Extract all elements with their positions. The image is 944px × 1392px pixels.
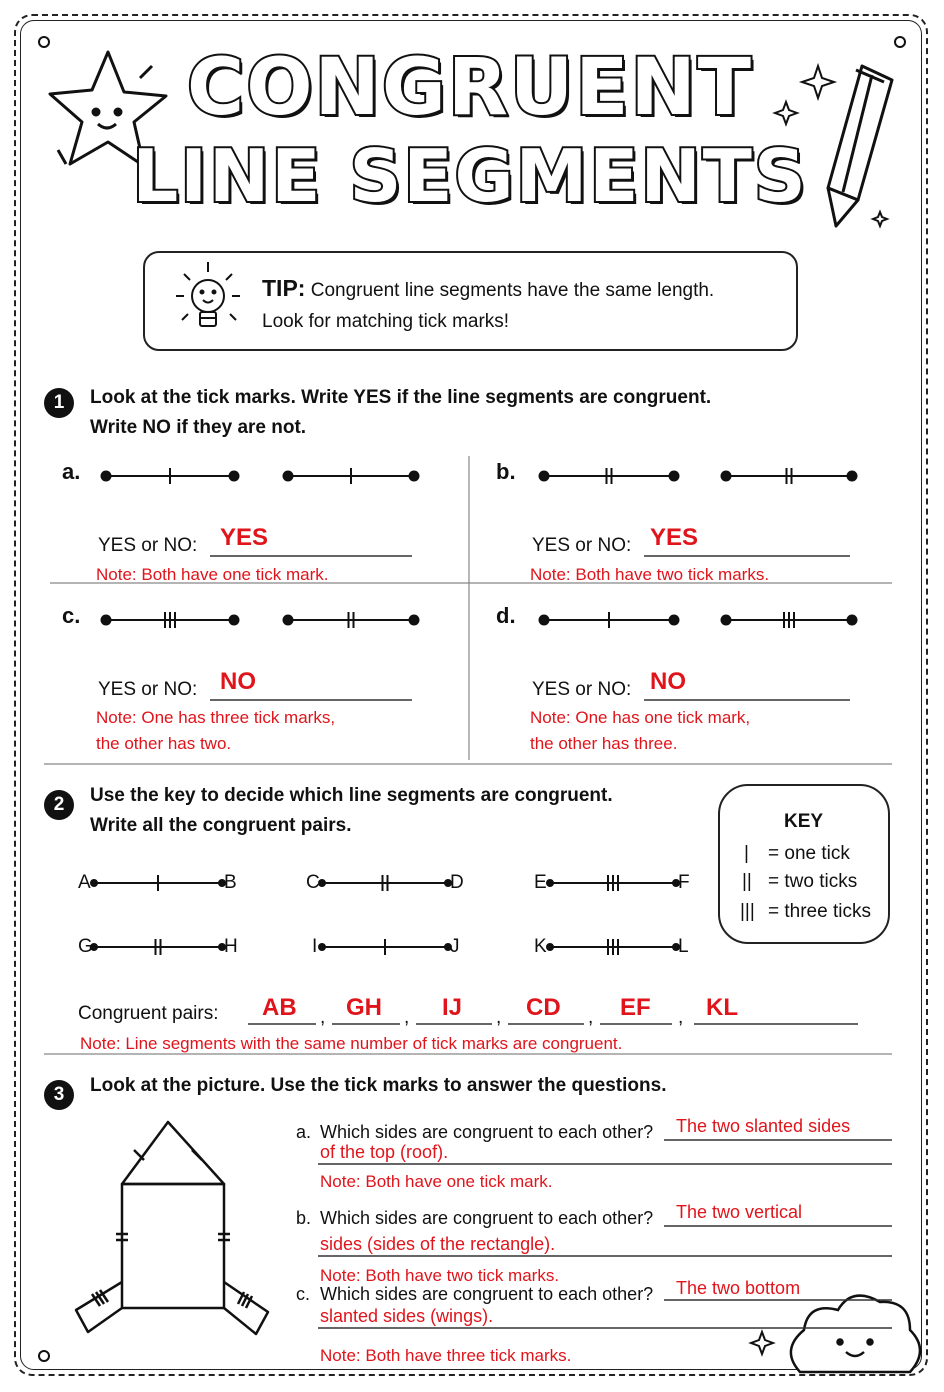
segment-d-2 <box>722 612 857 628</box>
question-a-text: Which sides are congruent to each other? <box>320 1122 654 1142</box>
question-c-answer-2: slanted sides (wings). <box>320 1306 494 1326</box>
item-b-note: Note: Both have two tick marks. <box>530 565 770 584</box>
segment-a-2 <box>284 468 419 484</box>
key-row-2: = two ticks <box>768 871 858 892</box>
title-line-1: CONGRUENT <box>186 43 754 133</box>
point-label-k: K <box>534 936 547 957</box>
pair-separator: , <box>404 1007 410 1028</box>
key-symbol-1: | <box>744 843 749 864</box>
point-label-f: F <box>678 872 690 893</box>
tip-label: TIP: <box>262 275 306 301</box>
section-3-number: 3 <box>44 1080 74 1110</box>
pencil-icon <box>828 66 892 226</box>
point-label-h: H <box>224 936 238 957</box>
title-line-2: LINE SEGMENTS <box>132 134 808 218</box>
point-label-i: I <box>312 936 318 957</box>
question-c-letter: c. <box>296 1284 311 1304</box>
cloud-icon <box>791 1296 920 1372</box>
pair-1: AB <box>262 994 297 1021</box>
rocket-figure <box>76 1122 268 1334</box>
key-symbol-2: || <box>742 871 752 892</box>
item-b-letter: b. <box>496 459 516 484</box>
tip-text-1 <box>262 276 714 303</box>
segment-a-1 <box>102 468 239 484</box>
question-b-text: Which sides are congruent to each other? <box>320 1208 654 1228</box>
segment-kl <box>547 939 679 955</box>
item-c-letter: c. <box>62 603 81 628</box>
section-2-instructions-2: Write all the congruent pairs. <box>90 815 352 836</box>
section-3-instructions: Look at the picture. Use the tick marks to answer the questions. <box>90 1075 667 1096</box>
segment-gh <box>91 939 225 955</box>
pair-4: CD <box>526 994 561 1021</box>
point-label-j: J <box>450 936 460 957</box>
question-c-note: Note: Both have three tick marks. <box>320 1346 572 1365</box>
point-label-c: C <box>306 872 320 893</box>
segment-ef <box>547 875 679 891</box>
question-a-answer-2: of the top (roof). <box>320 1142 449 1162</box>
key-row-1: = one tick <box>768 843 850 864</box>
question-a-note: Note: Both have one tick mark. <box>320 1172 553 1191</box>
pair-separator: , <box>496 1007 502 1028</box>
section-2-number: 2 <box>44 790 74 820</box>
segment-cd <box>319 875 451 891</box>
item-a-letter: a. <box>62 459 81 484</box>
question-a-answer-1: The two slanted sides <box>676 1116 851 1136</box>
item-a-prompt: YES or NO: <box>98 535 198 556</box>
item-a-answer: YES <box>220 524 269 551</box>
point-label-g: G <box>78 936 93 957</box>
pair-5: EF <box>620 994 651 1021</box>
key-symbol-3: ||| <box>740 901 755 922</box>
tip-line-2: Look for matching tick marks! <box>262 311 510 332</box>
question-b-letter: b. <box>296 1208 312 1228</box>
point-label-e: E <box>534 872 547 893</box>
key-title: KEY <box>784 811 824 832</box>
point-label-d: D <box>450 872 464 893</box>
item-c-answer: NO <box>220 668 256 695</box>
tip-line-1: Congruent line segments have the same length. <box>310 280 715 301</box>
pair-separator: , <box>588 1007 594 1028</box>
item-c-prompt: YES or NO: <box>98 679 198 700</box>
section-1-instructions-1: Look at the tick marks. Write YES if the line segments are congruent. <box>90 387 712 408</box>
key-row-3: = three ticks <box>768 901 871 922</box>
item-d-prompt: YES or NO: <box>532 679 632 700</box>
segment-b-2 <box>722 468 857 484</box>
point-label-a: A <box>78 872 91 893</box>
question-a-letter: a. <box>296 1122 312 1142</box>
item-b-prompt: YES or NO: <box>532 535 632 556</box>
point-label-l: L <box>678 936 689 957</box>
question-c-text: Which sides are congruent to each other? <box>320 1284 654 1304</box>
segment-d-1 <box>540 612 679 628</box>
section-2-note: Note: Line segments with the same number of tick marks are congruent. <box>80 1034 623 1053</box>
question-b-note: Note: Both have two tick marks. <box>320 1266 560 1285</box>
pair-2: GH <box>346 994 382 1021</box>
segment-ij <box>319 939 451 955</box>
question-b-answer-2: sides (sides of the rectangle). <box>320 1234 556 1254</box>
segment-ab <box>91 875 225 891</box>
pair-separator: , <box>678 1007 684 1028</box>
pair-6: KL <box>706 994 738 1021</box>
segment-b-1 <box>540 468 679 484</box>
item-c-note-1: Note: One has three tick marks, <box>96 708 336 727</box>
item-b-answer: YES <box>650 524 699 551</box>
section-2-instructions-1: Use the key to decide which line segments are congruent. <box>90 785 613 806</box>
question-c-answer-1: The two bottom <box>676 1278 801 1298</box>
item-c-note-2: the other has two. <box>96 734 232 753</box>
segment-c-2 <box>284 612 419 628</box>
pair-separator: , <box>320 1007 326 1028</box>
question-b-answer-1: The two vertical <box>676 1202 803 1222</box>
pairs-label: Congruent pairs: <box>78 1003 219 1024</box>
section-1-instructions-2: Write NO if they are not. <box>90 417 307 438</box>
item-d-answer: NO <box>650 668 686 695</box>
segment-c-1 <box>102 612 239 628</box>
point-label-b: B <box>224 872 237 893</box>
item-d-letter: d. <box>496 603 516 628</box>
item-d-note-2: the other has three. <box>530 734 678 753</box>
item-d-note-1: Note: One has one tick mark, <box>530 708 751 727</box>
pair-3: IJ <box>442 994 463 1021</box>
section-1-number: 1 <box>44 388 74 418</box>
item-a-note: Note: Both have one tick mark. <box>96 565 329 584</box>
